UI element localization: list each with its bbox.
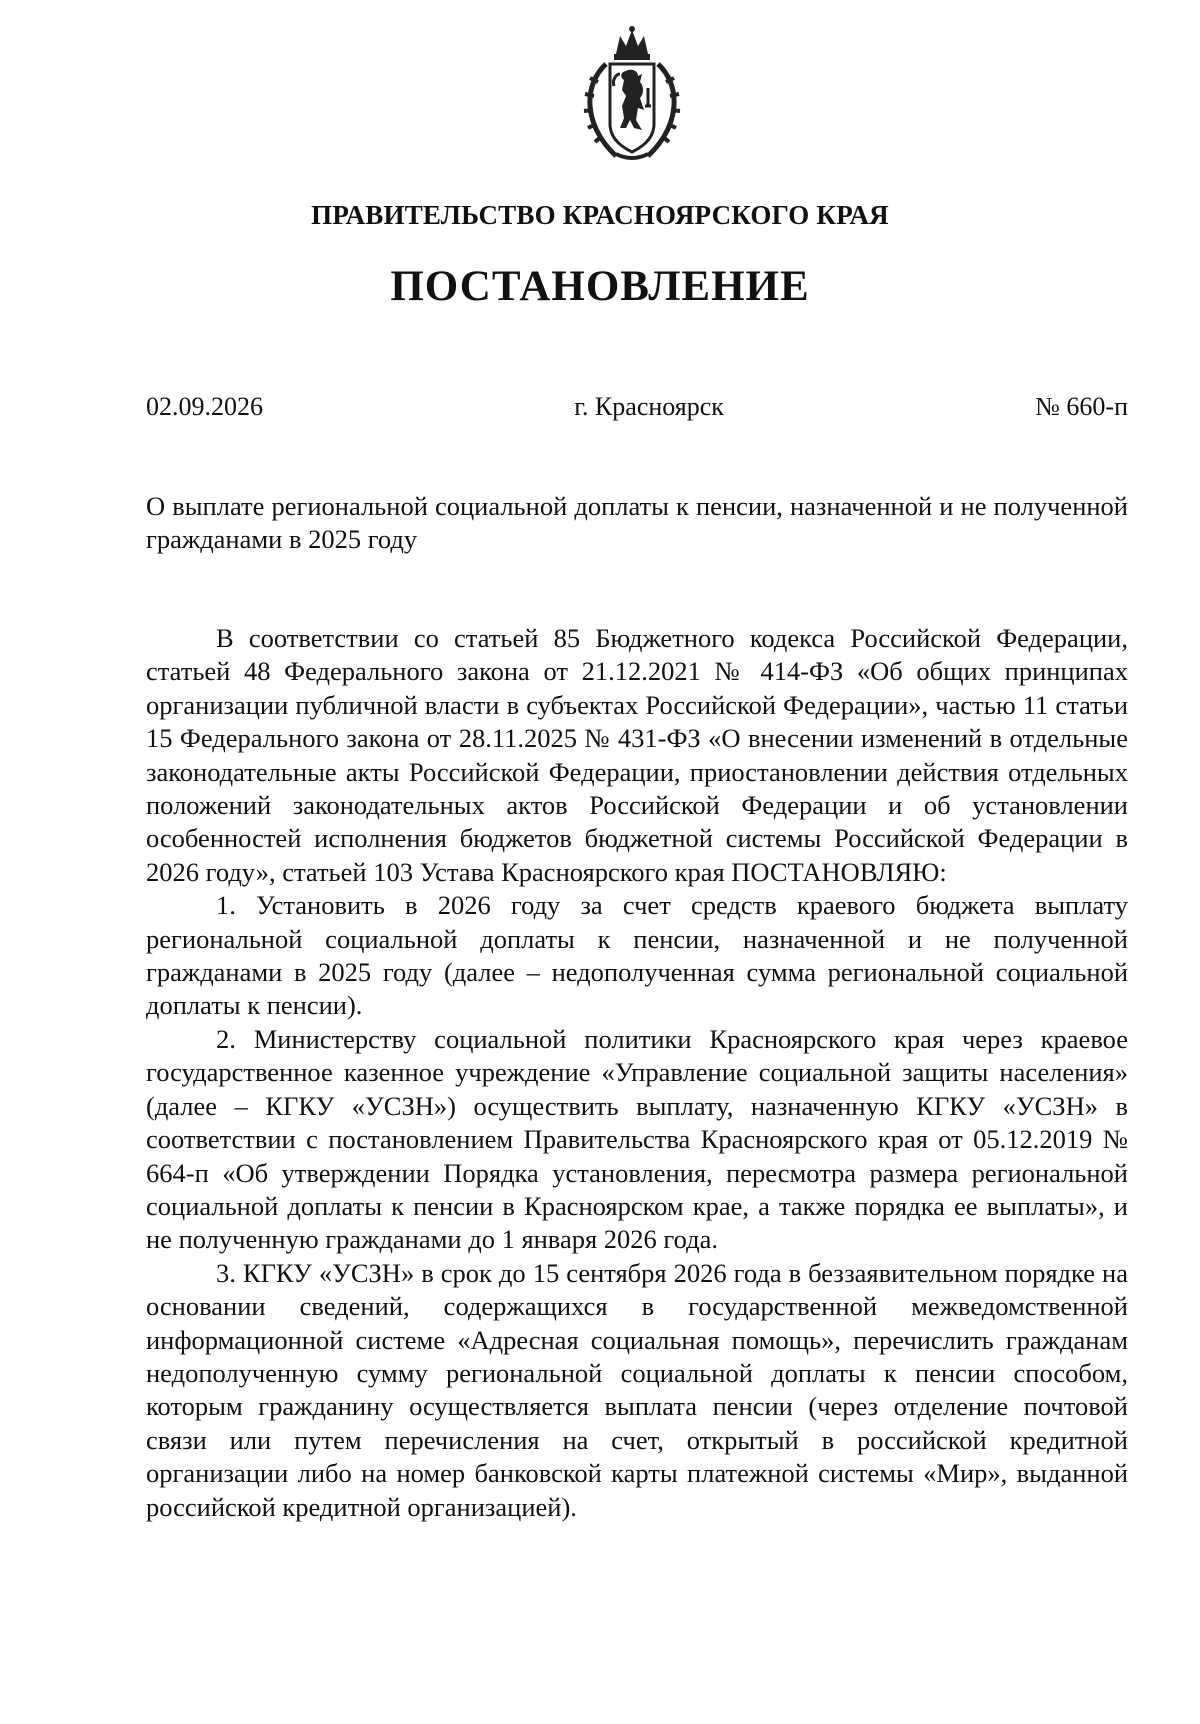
item-paragraph-1: 1. Установить в 2026 году за счет средств краевого бюджета выплату региональной социальной доплаты к пенсии, назначенной и не полученной гражданами в 2025 году (далее – недополученная сумма региональной социальной доплаты к пенсии). — [146, 890, 1128, 1021]
document-number: № 660-п — [1035, 392, 1128, 421]
document-subject: О выплате региональной социальной доплаты к пенсии, назначенной и не полученной гражданами в 2025 году — [146, 491, 1128, 554]
document-date: 02.09.2026 — [146, 392, 263, 421]
document-city: г. Красноярск — [574, 392, 724, 421]
krasnoyarsk-coat-of-arms-icon — [576, 24, 688, 164]
document-body — [146, 622, 1128, 1524]
preamble-paragraph: В соответствии со статьей 85 Бюджетного кодекса Российской Федерации, статьей 48 Федерального закона от 21.12.2021 № 414-ФЗ «Об общих принципах организации публичной власти в субъектах Российской Федерации», частью 11 статьи 15 Федерального закона от 28.11.2025 № 431-ФЗ «О внесении изменений в отдельные законодательные акты Российской Федерации, приостановлении действия отдельных положений законодательных актов Российской Федерации и об установлении особенностей исполнения бюджетов бюджетной системы Российской Федерации в 2026 году», статьей 103 Устава Красноярского края ПОСТАНОВЛЯЮ: — [146, 623, 1128, 887]
document-type-title: ПОСТАНОВЛЕНИЕ — [390, 263, 810, 310]
document-meta-row — [146, 392, 1128, 422]
government-name: ПРАВИТЕЛЬСТВО КРАСНОЯРСКОГО КРАЯ — [311, 200, 889, 230]
item-paragraph-2: 2. Министерству социальной политики Красноярского края через краевое государственное казенное учреждение «Управление социальной защиты населения» (далее – КГКУ «УСЗН») осуществить выплату, назначенную КГКУ «УСЗН» в соответствии с постановлением Правительства Красноярского края от 05.12.2019 № 664-п «Об утверждении Порядка установления, пересмотра размера региональной социальной доплаты к пенсии в Красноярском крае, а также порядка ее выплаты», и не полученную гражданами до 1 января 2026 года. — [146, 1023, 1128, 1255]
item-paragraph-3: 3. КГКУ «УСЗН» в срок до 15 сентября 2026 года в беззаявительном порядке на основании сведений, содержащихся в государственной межведомственной информационной системе «Адресная социальная помощь», перечислить гражданам недополученную сумму региональной социальной доплаты к пенсии способом, которым гражданину осуществляется выплата пенсии (через отделение почтовой связи или путем перечисления на счет, открытый в российской кредитной организации либо на номер банковской карты платежной системы «Мир», выданной российской кредитной организацией). — [146, 1257, 1128, 1522]
